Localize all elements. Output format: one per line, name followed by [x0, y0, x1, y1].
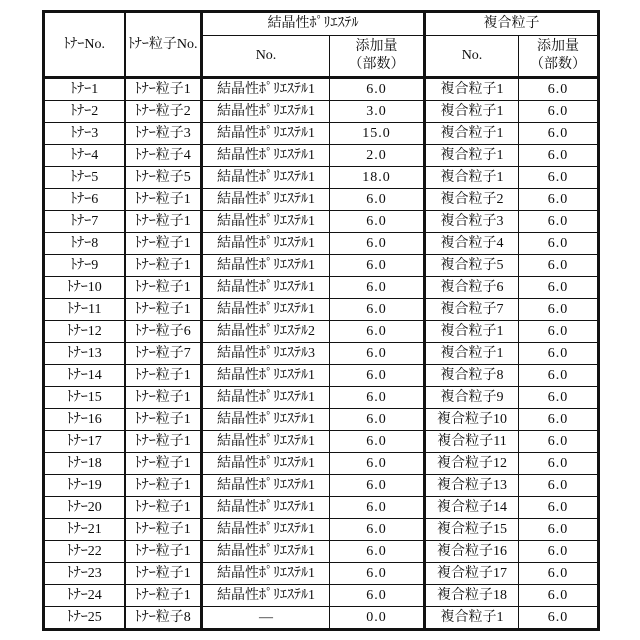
cell-crystalline_polyester_amount: 6.0: [330, 475, 425, 497]
table-row: [44, 78, 599, 101]
header-toner-no: ﾄﾅｰNo.: [44, 12, 125, 78]
cell-toner_particle_no: ﾄﾅｰ粒子2: [125, 101, 202, 123]
cell-crystalline_polyester_amount: 18.0: [330, 167, 425, 189]
cell-composite_particle_amount: 6.0: [519, 233, 599, 255]
cell-toner_no: ﾄﾅｰ3: [44, 123, 125, 145]
cell-composite_particle_no: 複合粒子7: [425, 299, 519, 321]
table-row: [44, 189, 599, 211]
cell-crystalline_polyester_no: 結晶性ﾎﾟﾘｴｽﾃﾙ1: [202, 563, 330, 585]
cell-toner_no: ﾄﾅｰ9: [44, 255, 125, 277]
cell-composite_particle_no: 複合粒子17: [425, 563, 519, 585]
cell-crystalline_polyester_no: 結晶性ﾎﾟﾘｴｽﾃﾙ1: [202, 123, 330, 145]
cell-crystalline_polyester_no: 結晶性ﾎﾟﾘｴｽﾃﾙ1: [202, 277, 330, 299]
cell-composite_particle_amount: 6.0: [519, 299, 599, 321]
cell-toner_particle_no: ﾄﾅｰ粒子1: [125, 277, 202, 299]
cell-toner_no: ﾄﾅｰ20: [44, 497, 125, 519]
table-row: [44, 431, 599, 453]
cell-toner_particle_no: ﾄﾅｰ粒子1: [125, 409, 202, 431]
table-body: [44, 78, 599, 630]
cell-crystalline_polyester_amount: 6.0: [330, 343, 425, 365]
cell-composite_particle_amount: 6.0: [519, 123, 599, 145]
cell-composite_particle_amount: 6.0: [519, 409, 599, 431]
cell-composite_particle_no: 複合粒子18: [425, 585, 519, 607]
table-row: [44, 321, 599, 343]
cell-crystalline_polyester_no: 結晶性ﾎﾟﾘｴｽﾃﾙ1: [202, 585, 330, 607]
cell-crystalline_polyester_amount: 6.0: [330, 233, 425, 255]
cell-composite_particle_amount: 6.0: [519, 189, 599, 211]
cell-composite_particle_amount: 6.0: [519, 497, 599, 519]
header-group-row: [44, 12, 599, 36]
table-row: [44, 255, 599, 277]
cell-toner_no: ﾄﾅｰ24: [44, 585, 125, 607]
table-row: [44, 607, 599, 630]
cell-crystalline_polyester_amount: 6.0: [330, 563, 425, 585]
cell-crystalline_polyester_amount: 0.0: [330, 607, 425, 630]
cell-toner_no: ﾄﾅｰ15: [44, 387, 125, 409]
cell-crystalline_polyester_no: 結晶性ﾎﾟﾘｴｽﾃﾙ1: [202, 167, 330, 189]
table-row: [44, 453, 599, 475]
cell-toner_no: ﾄﾅｰ19: [44, 475, 125, 497]
cell-toner_particle_no: ﾄﾅｰ粒子1: [125, 387, 202, 409]
header-crystalline-polyester-no: No.: [202, 36, 330, 78]
cell-composite_particle_amount: 6.0: [519, 321, 599, 343]
cell-composite_particle_no: 複合粒子1: [425, 101, 519, 123]
cell-toner_particle_no: ﾄﾅｰ粒子1: [125, 563, 202, 585]
cell-crystalline_polyester_no: 結晶性ﾎﾟﾘｴｽﾃﾙ1: [202, 299, 330, 321]
cell-composite_particle_amount: 6.0: [519, 453, 599, 475]
cell-composite_particle_no: 複合粒子4: [425, 233, 519, 255]
cell-crystalline_polyester_amount: 3.0: [330, 101, 425, 123]
cell-toner_no: ﾄﾅｰ1: [44, 78, 125, 101]
amount-label-line1: 添加量: [355, 39, 398, 54]
cell-toner_particle_no: ﾄﾅｰ粒子1: [125, 475, 202, 497]
cell-toner_particle_no: ﾄﾅｰ粒子8: [125, 607, 202, 630]
cell-crystalline_polyester_amount: 6.0: [330, 78, 425, 101]
table-row: [44, 519, 599, 541]
cell-composite_particle_no: 複合粒子1: [425, 321, 519, 343]
cell-toner_particle_no: ﾄﾅｰ粒子1: [125, 78, 202, 101]
cell-toner_no: ﾄﾅｰ11: [44, 299, 125, 321]
header-composite-particle-amount: [519, 36, 599, 78]
cell-composite_particle_no: 複合粒子14: [425, 497, 519, 519]
cell-toner_no: ﾄﾅｰ23: [44, 563, 125, 585]
table-row: [44, 233, 599, 255]
table-row: [44, 343, 599, 365]
cell-toner_no: ﾄﾅｰ18: [44, 453, 125, 475]
header-composite-particle-no: No.: [425, 36, 519, 78]
cell-composite_particle_no: 複合粒子11: [425, 431, 519, 453]
cell-crystalline_polyester_amount: 6.0: [330, 585, 425, 607]
table-row: [44, 585, 599, 607]
table-row: [44, 277, 599, 299]
cell-composite_particle_amount: 6.0: [519, 387, 599, 409]
cell-toner_particle_no: ﾄﾅｰ粒子1: [125, 431, 202, 453]
cell-toner_no: ﾄﾅｰ10: [44, 277, 125, 299]
cell-crystalline_polyester_no: 結晶性ﾎﾟﾘｴｽﾃﾙ1: [202, 255, 330, 277]
cell-composite_particle_amount: 6.0: [519, 78, 599, 101]
cell-composite_particle_no: 複合粒子1: [425, 167, 519, 189]
amount-label-line1: 添加量: [537, 39, 579, 54]
cell-composite_particle_no: 複合粒子3: [425, 211, 519, 233]
cell-composite_particle_no: 複合粒子8: [425, 365, 519, 387]
cell-toner_particle_no: ﾄﾅｰ粒子7: [125, 343, 202, 365]
header-toner-particle-no: ﾄﾅｰ粒子No.: [125, 12, 202, 78]
cell-crystalline_polyester_amount: 2.0: [330, 145, 425, 167]
cell-toner_particle_no: ﾄﾅｰ粒子1: [125, 585, 202, 607]
cell-crystalline_polyester_no: 結晶性ﾎﾟﾘｴｽﾃﾙ1: [202, 475, 330, 497]
cell-composite_particle_no: 複合粒子1: [425, 607, 519, 630]
cell-composite_particle_no: 複合粒子1: [425, 123, 519, 145]
cell-composite_particle_no: 複合粒子16: [425, 541, 519, 563]
cell-crystalline_polyester_no: 結晶性ﾎﾟﾘｴｽﾃﾙ1: [202, 541, 330, 563]
cell-toner_no: ﾄﾅｰ16: [44, 409, 125, 431]
cell-crystalline_polyester_no: 結晶性ﾎﾟﾘｴｽﾃﾙ1: [202, 497, 330, 519]
cell-composite_particle_amount: 6.0: [519, 475, 599, 497]
table-header: [44, 12, 599, 78]
cell-toner_particle_no: ﾄﾅｰ粒子5: [125, 167, 202, 189]
cell-crystalline_polyester_no: 結晶性ﾎﾟﾘｴｽﾃﾙ1: [202, 189, 330, 211]
cell-crystalline_polyester_amount: 6.0: [330, 519, 425, 541]
cell-composite_particle_no: 複合粒子1: [425, 78, 519, 101]
cell-crystalline_polyester_no: 結晶性ﾎﾟﾘｴｽﾃﾙ2: [202, 321, 330, 343]
cell-toner_no: ﾄﾅｰ21: [44, 519, 125, 541]
cell-crystalline_polyester_amount: 6.0: [330, 365, 425, 387]
table-row: [44, 167, 599, 189]
cell-crystalline_polyester_no: 結晶性ﾎﾟﾘｴｽﾃﾙ1: [202, 211, 330, 233]
cell-crystalline_polyester_amount: 6.0: [330, 431, 425, 453]
cell-composite_particle_amount: 6.0: [519, 277, 599, 299]
cell-crystalline_polyester_amount: 6.0: [330, 277, 425, 299]
cell-crystalline_polyester_no: 結晶性ﾎﾟﾘｴｽﾃﾙ1: [202, 431, 330, 453]
cell-composite_particle_amount: 6.0: [519, 255, 599, 277]
toner-formulation-table: [42, 10, 600, 631]
cell-composite_particle_amount: 6.0: [519, 167, 599, 189]
cell-crystalline_polyester_no: 結晶性ﾎﾟﾘｴｽﾃﾙ1: [202, 101, 330, 123]
cell-composite_particle_no: 複合粒子15: [425, 519, 519, 541]
cell-crystalline_polyester_no: 結晶性ﾎﾟﾘｴｽﾃﾙ3: [202, 343, 330, 365]
table-row: [44, 211, 599, 233]
amount-label-line2: （部数）: [530, 57, 586, 72]
cell-toner_particle_no: ﾄﾅｰ粒子1: [125, 497, 202, 519]
cell-crystalline_polyester_no: 結晶性ﾎﾟﾘｴｽﾃﾙ1: [202, 409, 330, 431]
cell-toner_particle_no: ﾄﾅｰ粒子1: [125, 299, 202, 321]
amount-label-line2: （部数）: [348, 57, 405, 72]
table-row: [44, 563, 599, 585]
cell-composite_particle_no: 複合粒子12: [425, 453, 519, 475]
cell-crystalline_polyester_amount: 15.0: [330, 123, 425, 145]
cell-crystalline_polyester_no: 結晶性ﾎﾟﾘｴｽﾃﾙ1: [202, 519, 330, 541]
cell-toner_particle_no: ﾄﾅｰ粒子6: [125, 321, 202, 343]
table-row: [44, 475, 599, 497]
cell-composite_particle_amount: 6.0: [519, 541, 599, 563]
header-group-composite-particle: 複合粒子: [425, 12, 599, 36]
cell-composite_particle_no: 複合粒子9: [425, 387, 519, 409]
cell-composite_particle_no: 複合粒子6: [425, 277, 519, 299]
cell-crystalline_polyester_amount: 6.0: [330, 255, 425, 277]
cell-composite_particle_no: 複合粒子1: [425, 343, 519, 365]
cell-composite_particle_no: 複合粒子5: [425, 255, 519, 277]
cell-toner_particle_no: ﾄﾅｰ粒子1: [125, 211, 202, 233]
table-row: [44, 145, 599, 167]
cell-crystalline_polyester_no: 結晶性ﾎﾟﾘｴｽﾃﾙ1: [202, 233, 330, 255]
cell-crystalline_polyester_no: 結晶性ﾎﾟﾘｴｽﾃﾙ1: [202, 387, 330, 409]
cell-toner_no: ﾄﾅｰ8: [44, 233, 125, 255]
cell-crystalline_polyester_amount: 6.0: [330, 189, 425, 211]
table-row: [44, 409, 599, 431]
header-group-crystalline-polyester: 結晶性ﾎﾟﾘｴｽﾃﾙ: [202, 12, 425, 36]
cell-composite_particle_no: 複合粒子10: [425, 409, 519, 431]
cell-crystalline_polyester_amount: 6.0: [330, 541, 425, 563]
cell-composite_particle_amount: 6.0: [519, 211, 599, 233]
table-row: [44, 365, 599, 387]
cell-crystalline_polyester_no: 結晶性ﾎﾟﾘｴｽﾃﾙ1: [202, 365, 330, 387]
cell-crystalline_polyester_amount: 6.0: [330, 387, 425, 409]
table-row: [44, 541, 599, 563]
cell-composite_particle_amount: 6.0: [519, 563, 599, 585]
cell-toner_particle_no: ﾄﾅｰ粒子1: [125, 453, 202, 475]
table-row: [44, 497, 599, 519]
cell-toner_particle_no: ﾄﾅｰ粒子1: [125, 541, 202, 563]
cell-composite_particle_amount: 6.0: [519, 431, 599, 453]
cell-crystalline_polyester_amount: 6.0: [330, 321, 425, 343]
cell-crystalline_polyester_amount: 6.0: [330, 299, 425, 321]
cell-composite_particle_no: 複合粒子2: [425, 189, 519, 211]
cell-toner_no: ﾄﾅｰ22: [44, 541, 125, 563]
table-row: [44, 101, 599, 123]
cell-crystalline_polyester_amount: 6.0: [330, 497, 425, 519]
cell-toner_particle_no: ﾄﾅｰ粒子1: [125, 365, 202, 387]
cell-toner_particle_no: ﾄﾅｰ粒子3: [125, 123, 202, 145]
cell-crystalline_polyester_amount: 6.0: [330, 453, 425, 475]
cell-composite_particle_amount: 6.0: [519, 101, 599, 123]
cell-toner_particle_no: ﾄﾅｰ粒子4: [125, 145, 202, 167]
cell-toner_particle_no: ﾄﾅｰ粒子1: [125, 189, 202, 211]
cell-toner_no: ﾄﾅｰ25: [44, 607, 125, 630]
table-row: [44, 299, 599, 321]
cell-composite_particle_amount: 6.0: [519, 343, 599, 365]
table-row: [44, 387, 599, 409]
cell-toner_no: ﾄﾅｰ13: [44, 343, 125, 365]
cell-toner_no: ﾄﾅｰ2: [44, 101, 125, 123]
cell-toner_no: ﾄﾅｰ4: [44, 145, 125, 167]
cell-crystalline_polyester_no: 結晶性ﾎﾟﾘｴｽﾃﾙ1: [202, 78, 330, 101]
cell-crystalline_polyester_no: ―: [202, 607, 330, 630]
cell-toner_particle_no: ﾄﾅｰ粒子1: [125, 255, 202, 277]
cell-toner_no: ﾄﾅｰ6: [44, 189, 125, 211]
cell-crystalline_polyester_amount: 6.0: [330, 409, 425, 431]
header-crystalline-polyester-amount: [330, 36, 425, 78]
cell-toner_no: ﾄﾅｰ12: [44, 321, 125, 343]
cell-composite_particle_no: 複合粒子13: [425, 475, 519, 497]
cell-composite_particle_amount: 6.0: [519, 145, 599, 167]
cell-toner_no: ﾄﾅｰ14: [44, 365, 125, 387]
cell-crystalline_polyester_amount: 6.0: [330, 211, 425, 233]
cell-toner_no: ﾄﾅｰ17: [44, 431, 125, 453]
cell-composite_particle_amount: 6.0: [519, 607, 599, 630]
cell-toner_no: ﾄﾅｰ5: [44, 167, 125, 189]
cell-crystalline_polyester_no: 結晶性ﾎﾟﾘｴｽﾃﾙ1: [202, 453, 330, 475]
cell-composite_particle_no: 複合粒子1: [425, 145, 519, 167]
cell-toner_no: ﾄﾅｰ7: [44, 211, 125, 233]
cell-toner_particle_no: ﾄﾅｰ粒子1: [125, 233, 202, 255]
cell-composite_particle_amount: 6.0: [519, 585, 599, 607]
cell-toner_particle_no: ﾄﾅｰ粒子1: [125, 519, 202, 541]
cell-composite_particle_amount: 6.0: [519, 519, 599, 541]
cell-crystalline_polyester_no: 結晶性ﾎﾟﾘｴｽﾃﾙ1: [202, 145, 330, 167]
table-row: [44, 123, 599, 145]
cell-composite_particle_amount: 6.0: [519, 365, 599, 387]
